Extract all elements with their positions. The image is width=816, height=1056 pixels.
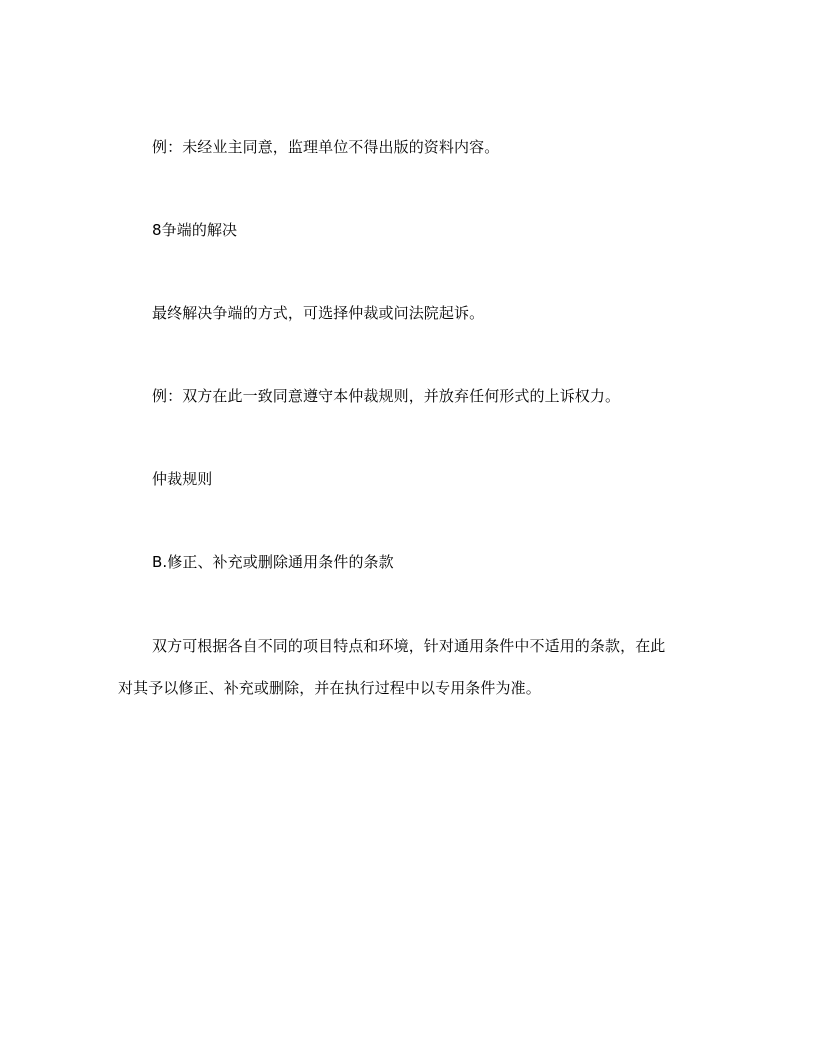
example-publication-clause: 例：未经业主同意，监理单位不得出版的资料内容。 (152, 138, 500, 156)
section-heading-dispute-resolution: 8争端的解决 (152, 221, 238, 239)
example-arbitration-clause: 例：双方在此一致同意遵守本仲裁规则，并放弃任何形式的上诉权力。 (152, 387, 621, 405)
dispute-resolution-method: 最终解决争端的方式，可选择仲裁或问法院起诉。 (152, 304, 485, 322)
amendments-paragraph-line-1: 双方可根据各自不同的项目特点和环境，针对通用条件中不适用的条款，在此 (152, 637, 666, 655)
section-heading-amendments: B.修正、补充或删除通用条件的条款 (152, 553, 394, 571)
amendments-paragraph-line-2: 对其予以修正、补充或删除，并在执行过程中以专用条件为准。 (118, 679, 541, 697)
arbitration-rules-label: 仲裁规则 (152, 470, 213, 488)
